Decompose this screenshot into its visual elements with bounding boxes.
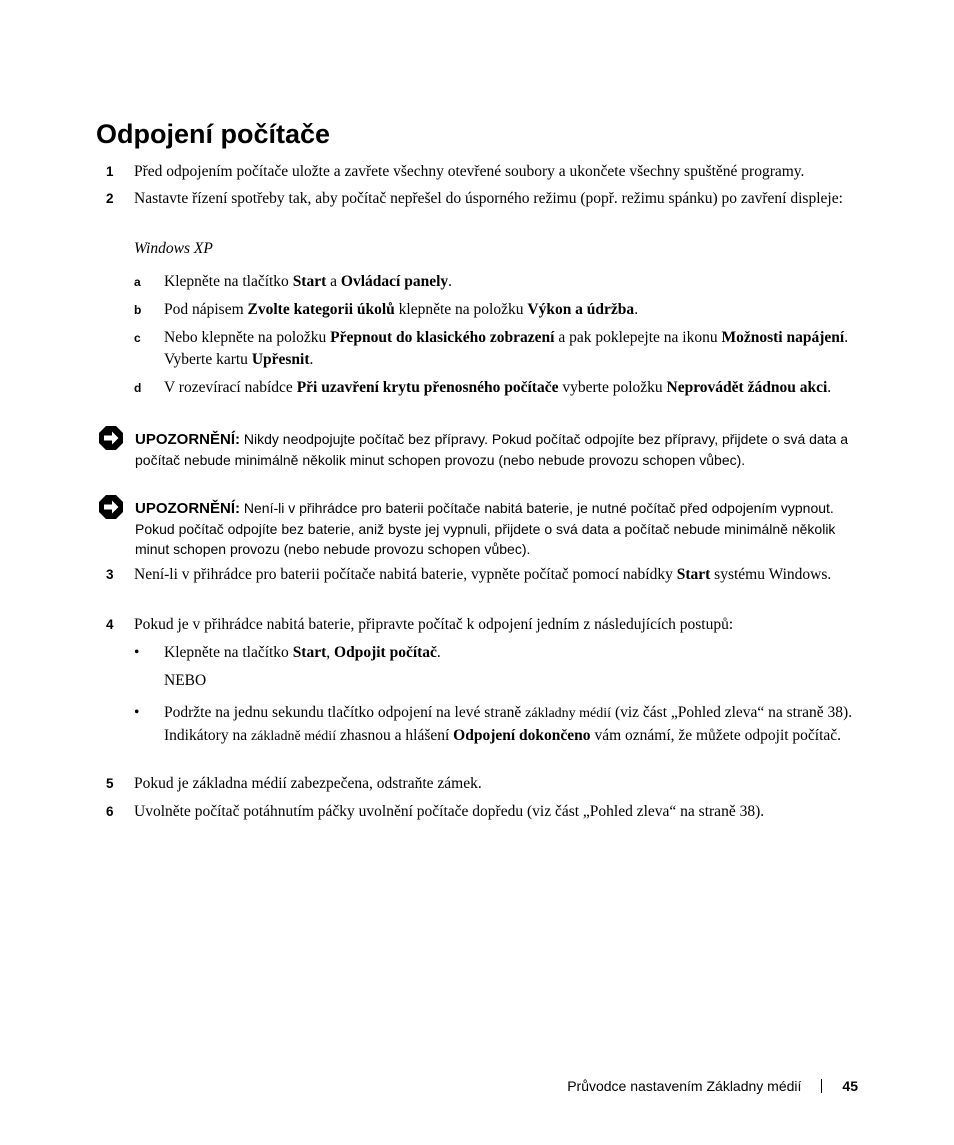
- page-number: 45: [842, 1078, 858, 1094]
- notice-text: UPOZORNĚNÍ: Není-li v přihrádce pro baterii počítače nabitá baterie, je nutné počítač před odpojením vypnout. Pokud počítač odpojíte bez baterie, aniž byste jej vypnuli, přijdete o svá data a počítač nebude minimálně několik minut schopen provozu (nebo nebude provozu schopen vůbec).: [135, 500, 836, 557]
- os-label: Windows XP: [134, 240, 213, 257]
- footer-divider: [821, 1079, 822, 1093]
- notice-icon: [98, 494, 124, 520]
- step-number: 2: [106, 191, 114, 206]
- bullet-text: Podržte na jednu sekundu tlačítko odpojení na levé straně základny médií (viz část „Pohled zleva“ na straně 38). Indikátory na základně médií zhasnou a hlášení Odpojení dokončeno vám oznámí, že můžete odpojit počítač.: [164, 704, 853, 744]
- bullet-symbol: •: [134, 644, 140, 661]
- substep-letter: a: [134, 275, 141, 289]
- step-number: 1: [106, 164, 114, 179]
- substep-letter: d: [134, 381, 142, 395]
- or-label: NEBO: [164, 672, 207, 689]
- step-text: Pokud je v přihrádce nabitá baterie, připravte počítač k odpojení jedním z následujících postupů:: [134, 616, 734, 633]
- step-text: Není-li v přihrádce pro baterii počítače nabitá baterie, vypněte počítač pomocí nabídky Start systému Windows.: [134, 566, 832, 583]
- bullet-symbol: •: [134, 704, 140, 721]
- substep-letter: c: [134, 331, 141, 345]
- substep-text: Pod nápisem Zvolte kategorii úkolů klepněte na položku Výkon a údržba.: [164, 301, 639, 318]
- step-text: Před odpojením počítače uložte a zavřete všechny otevřené soubory a ukončete všechny spuštěné programy.: [134, 163, 805, 180]
- step-text: Pokud je základna médií zabezpečena, odstraňte zámek.: [134, 775, 482, 792]
- substep-letter: b: [134, 303, 142, 317]
- substep-text: V rozevírací nabídce Při uzavření krytu přenosného počítače vyberte položku Neprovádět žádnou akci.: [164, 379, 832, 396]
- notice-text: UPOZORNĚNÍ: Nikdy neodpojujte počítač bez přípravy. Pokud počítač odpojíte bez přípravy, přijdete o svá data a počítač nebude minimálně několik minut schopen provozu (nebo nebude provozu schopen vůbec).: [135, 431, 849, 468]
- bullet-text: Klepněte na tlačítko Start, Odpojit počítač.: [164, 644, 441, 661]
- step-text: Nastavte řízení spotřeby tak, aby počítač nepřešel do úsporného režimu (popř. režimu spánku) po zavření displeje:: [134, 190, 843, 207]
- step-text: Uvolněte počítač potáhnutím páčky uvolnění počítače dopředu (viz část „Pohled zleva“ na straně 38).: [134, 803, 765, 820]
- notice-icon: [98, 425, 124, 451]
- footer-title: Průvodce nastavením Základny médií: [567, 1078, 802, 1094]
- page-title: Odpojení počítače: [96, 119, 331, 149]
- step-number: 5: [106, 776, 114, 791]
- page-footer: [567, 1076, 858, 1096]
- step-number: 3: [106, 567, 114, 582]
- substep-text: Klepněte na tlačítko Start a Ovládací panely.: [164, 273, 453, 290]
- step-number: 4: [106, 617, 114, 632]
- step-number: 6: [106, 804, 114, 819]
- substep-text: Nebo klepněte na položku Přepnout do klasického zobrazení a pak poklepejte na ikonu Možnosti napájení. Vyberte kartu Upřesnit.: [164, 329, 849, 368]
